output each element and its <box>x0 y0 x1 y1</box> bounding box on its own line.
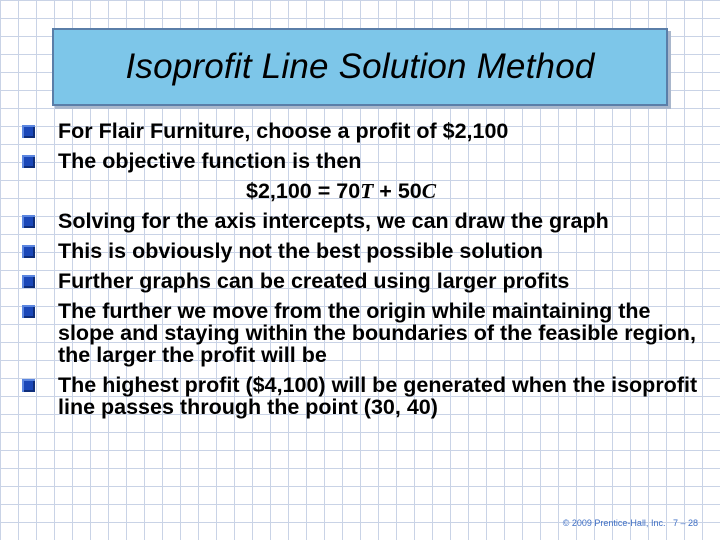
bullet-text: For Flair Furniture, choose a profit of $2,100 <box>58 119 509 143</box>
bullet-text: The highest profit ($4,100) will be generated when the isoprofit line passes through the point (30, 40) <box>58 373 698 419</box>
bullet-item <box>22 240 702 262</box>
square-bullet-icon <box>22 305 35 318</box>
variable-t: T <box>360 179 374 203</box>
variable-c: C <box>421 179 437 203</box>
page-number: 7 – 28 <box>672 518 698 528</box>
square-bullet-icon <box>22 155 35 168</box>
square-bullet-icon <box>22 275 35 288</box>
bullet-item <box>22 300 702 366</box>
square-bullet-icon <box>22 379 35 392</box>
title-box <box>52 28 668 106</box>
bullet-item <box>22 150 702 172</box>
equation-mid: + 50 <box>373 179 422 203</box>
bullet-item <box>22 210 702 232</box>
bullet-text: Solving for the axis intercepts, we can draw the graph <box>58 209 609 233</box>
square-bullet-icon <box>22 215 35 228</box>
square-bullet-icon <box>22 125 35 138</box>
slide-title: Isoprofit Line Solution Method <box>125 47 595 86</box>
bullet-list <box>22 120 702 426</box>
bullet-text: The further we move from the origin while maintaining the slope and staying within the boundaries of the feasible region, the larger the profit will be <box>58 299 696 367</box>
bullet-item <box>22 120 702 142</box>
bullet-text: This is obviously not the best possible solution <box>58 239 543 263</box>
equation-left: $2,100 = 70 <box>246 179 361 203</box>
bullet-item <box>22 270 702 292</box>
square-bullet-icon <box>22 245 35 258</box>
slide-footer <box>563 518 698 528</box>
bullet-item <box>22 374 702 418</box>
bullet-text: Further graphs can be created using larger profits <box>58 269 570 293</box>
objective-equation <box>246 180 702 202</box>
copyright-text: © 2009 Prentice-Hall, Inc. <box>562 518 666 528</box>
bullet-text: The objective function is then <box>58 149 362 173</box>
